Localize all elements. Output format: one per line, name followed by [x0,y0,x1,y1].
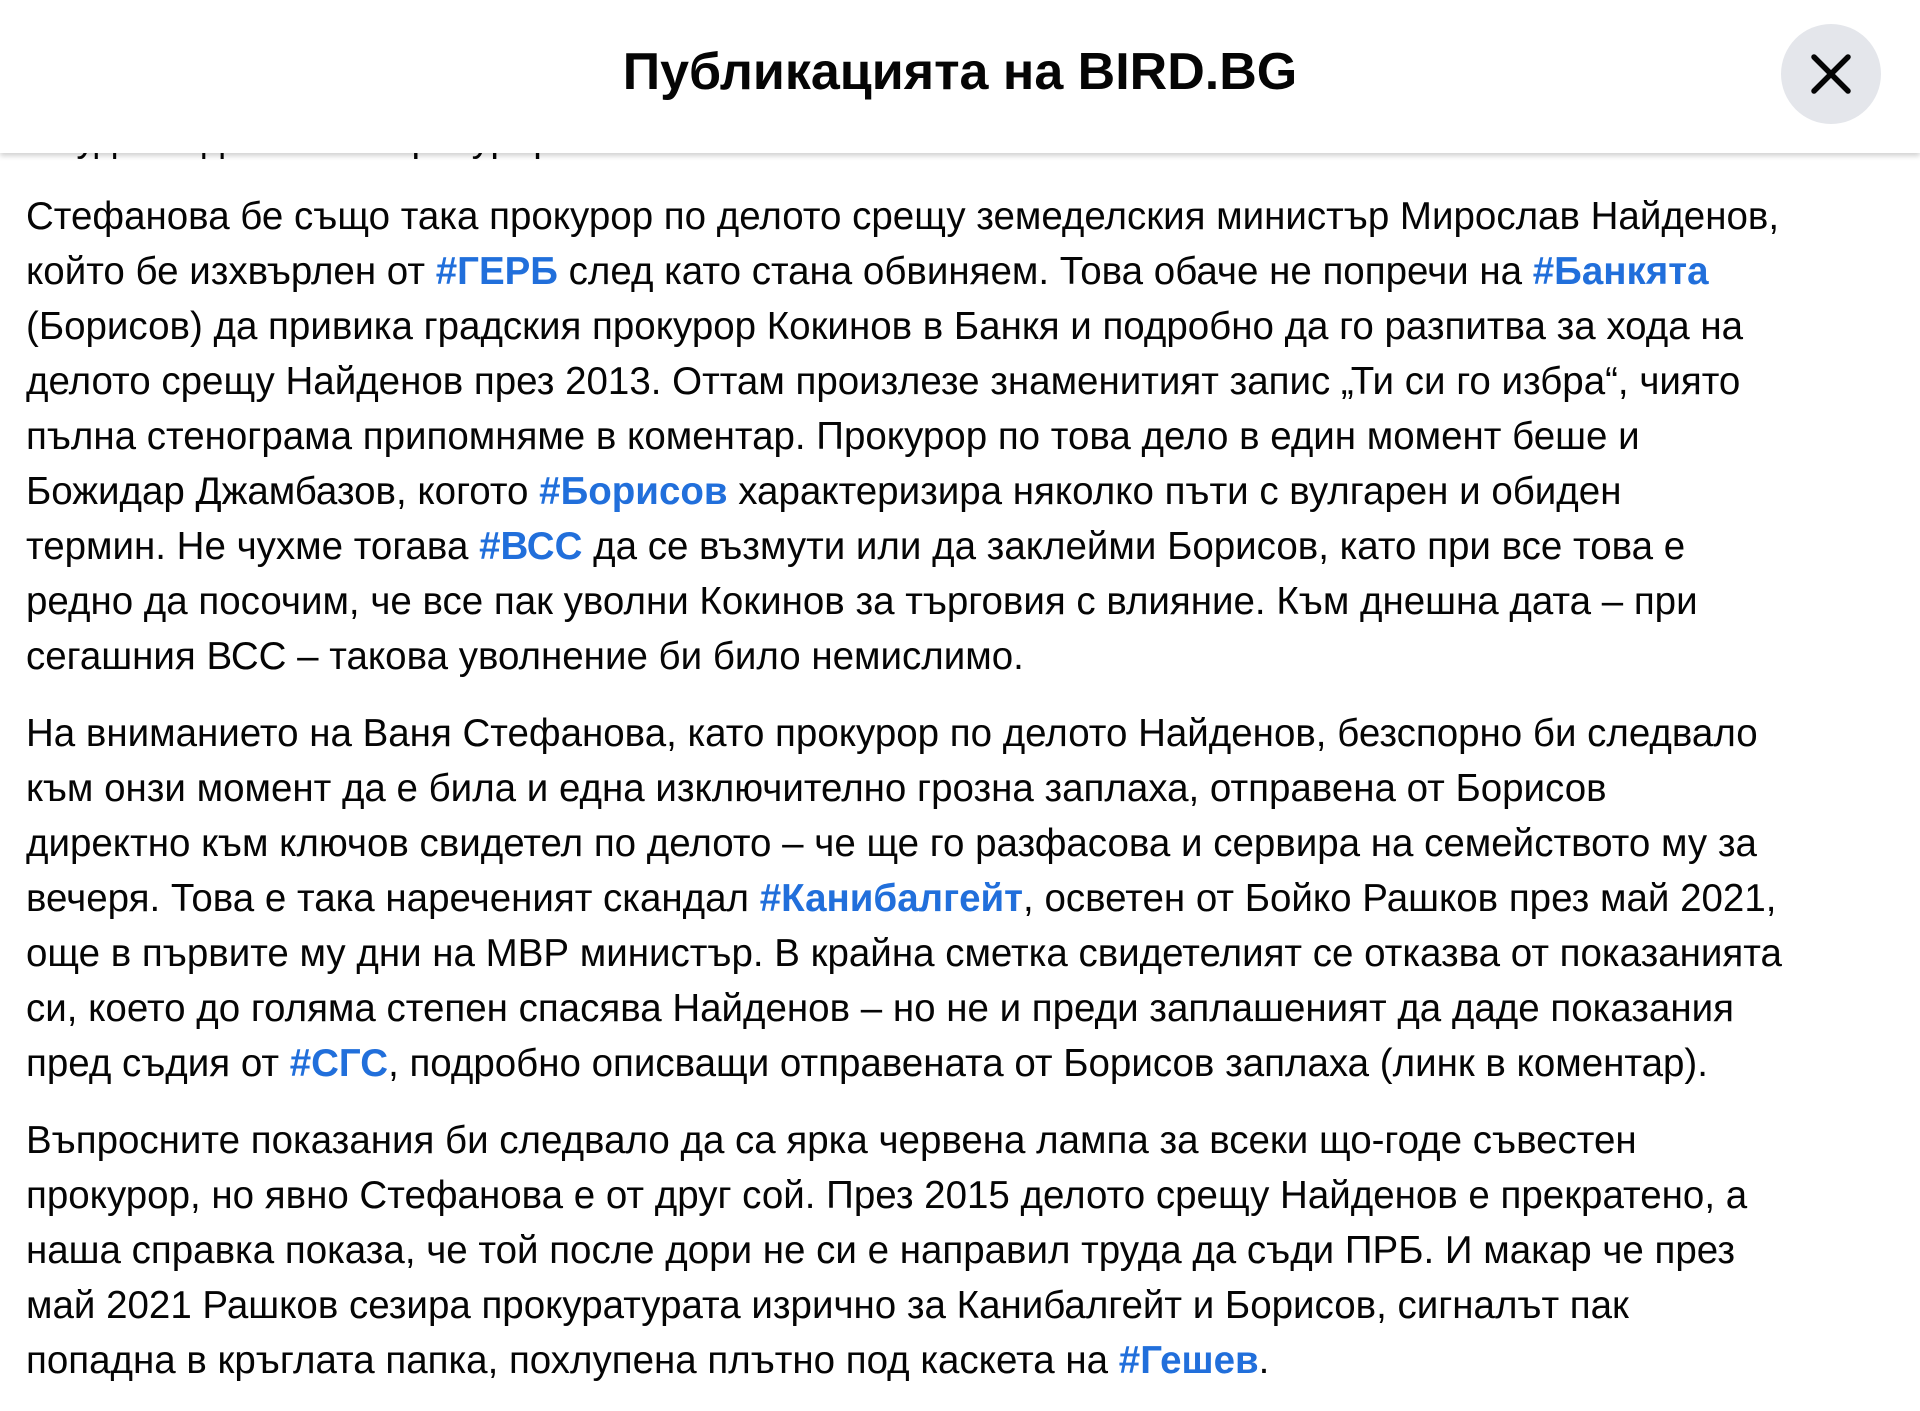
post-text-segment: Въпросните показания би следвало да са ярка червена лампа за всеки що-годе съвестен [26,1119,1637,1162]
post-text-segment: На вниманието на Ваня Стефанова, като прокурор по делото Найденов, безспорно би следвало [26,712,1758,755]
post-line [26,299,1888,354]
close-icon [1808,51,1854,97]
hashtag-link[interactable]: #Канибалгейт [759,877,1024,920]
post-line [26,574,1888,629]
post-line [26,189,1888,244]
post-text-segment: след като стана обвиняем. Това обаче не попречи на [557,250,1533,293]
dialog-title: Публикацията на BIRD.BG [622,43,1298,101]
post-text-segment: попадна в кръглата папка, похлупена плътно под каскета на [26,1339,1119,1382]
post-text-segment: , осветен от Бойко Рашков през май 2021, [1023,877,1777,920]
post-text-segment: термин. Не чухме тогава [26,525,480,568]
post-line [26,1223,1888,1278]
post-text-segment: си, което до голяма степен спасява Найденов – но не и преди заплашеният да даде показания [26,987,1734,1030]
hashtag-link[interactable]: #Борисов [539,470,728,513]
hashtag-link[interactable]: #Банкята [1532,250,1709,293]
post-line [26,1036,1888,1091]
post-text-segment: вечеря. Това е така нареченият скандал [26,877,760,920]
post-line [26,1333,1888,1388]
post-line [26,816,1888,871]
post-text-segment: май 2021 Рашков сезира прокуратурата изрично за Канибалгейт и Борисов, сигналът пак [26,1284,1629,1327]
post-paragraph [26,1113,1888,1388]
post-line [26,1168,1888,1223]
post-text-segment: наша справка показа, че той после дори не си е направил труда да съди ПРБ. И макар че през [26,1229,1736,1272]
post-text-segment: (Борисов) да привика градския прокурор Кокинов в Банкя и подробно да го разпитва за хода на [26,305,1743,348]
post-line [26,464,1888,519]
post-paragraph [26,706,1888,1091]
hashtag-link[interactable]: #ВСС [479,525,583,568]
post-text-segment: да се възмути или да заклейми Борисов, като при все това е [582,525,1686,568]
post-body [0,153,1920,1411]
post-text-segment: директно към ключов свидетел по делото – че ще го разфасова и сервира на семейството му за [26,822,1757,865]
post-text-segment: пълна стенограма припомняме в коментар. Прокурор по това дело в един момент беше и [26,415,1640,458]
post-line [26,354,1888,409]
post-text-segment: още в първите му дни на МВР министър. В крайна сметка свидетелият се отказва от показанията [26,932,1782,975]
post-text-segment: характеризира няколко пъти с вулгарен и обиден [727,470,1622,513]
post-line [26,981,1888,1036]
post-line [26,706,1888,761]
post-text-segment: , подробно описващи отправената от Борисов заплаха (линк в коментар). [388,1042,1708,1085]
hashtag-link[interactable]: #Гешев [1118,1339,1259,1382]
post-line [26,1278,1888,1333]
post-line [26,409,1888,464]
post-text-segment: сегашния ВСС – такова уволнение би било немислимо. [26,635,1024,678]
post-text-segment: . [1258,1339,1270,1382]
post-text-segment: прокурор, но явно Стефанова е от друг сой. През 2015 делото срещу Найденов е прекратено, а [26,1174,1748,1217]
post-text-segment: Стефанова бе също така прокурор по делото срещу земеделския министър Мирослав Найденов, [26,195,1780,238]
post-line [26,244,1888,299]
post-line [26,761,1888,816]
post-line [26,926,1888,981]
post-text-segment: който бе изхвърлен от [26,250,436,293]
post-text-segment: Божидар Джамбазов, когото [26,470,540,513]
post-text-segment: пред съдия от [26,1042,290,1085]
post-paragraph [26,189,1888,684]
post-line [26,629,1888,684]
post-line [26,519,1888,574]
post-line [26,1113,1888,1168]
post-text-segment: редно да посочим, че все пак уволни Кокинов за търговия с влияние. Към днешна дата – при [26,580,1698,623]
hashtag-link[interactable]: #СГС [289,1042,389,1085]
close-button[interactable] [1781,24,1881,124]
dialog-header [0,0,1920,153]
post-text [26,189,1888,1410]
post-text-segment: към онзи момент да е била и една изключително грозна заплаха, отправена от Борисов [26,767,1607,810]
hashtag-link[interactable]: #ГЕРБ [435,250,558,293]
post-line [26,871,1888,926]
post-text-segment: делото срещу Найденов през 2013. Оттам произлезе знаменитият запис „Ти си го избра“, чиято [26,360,1741,403]
